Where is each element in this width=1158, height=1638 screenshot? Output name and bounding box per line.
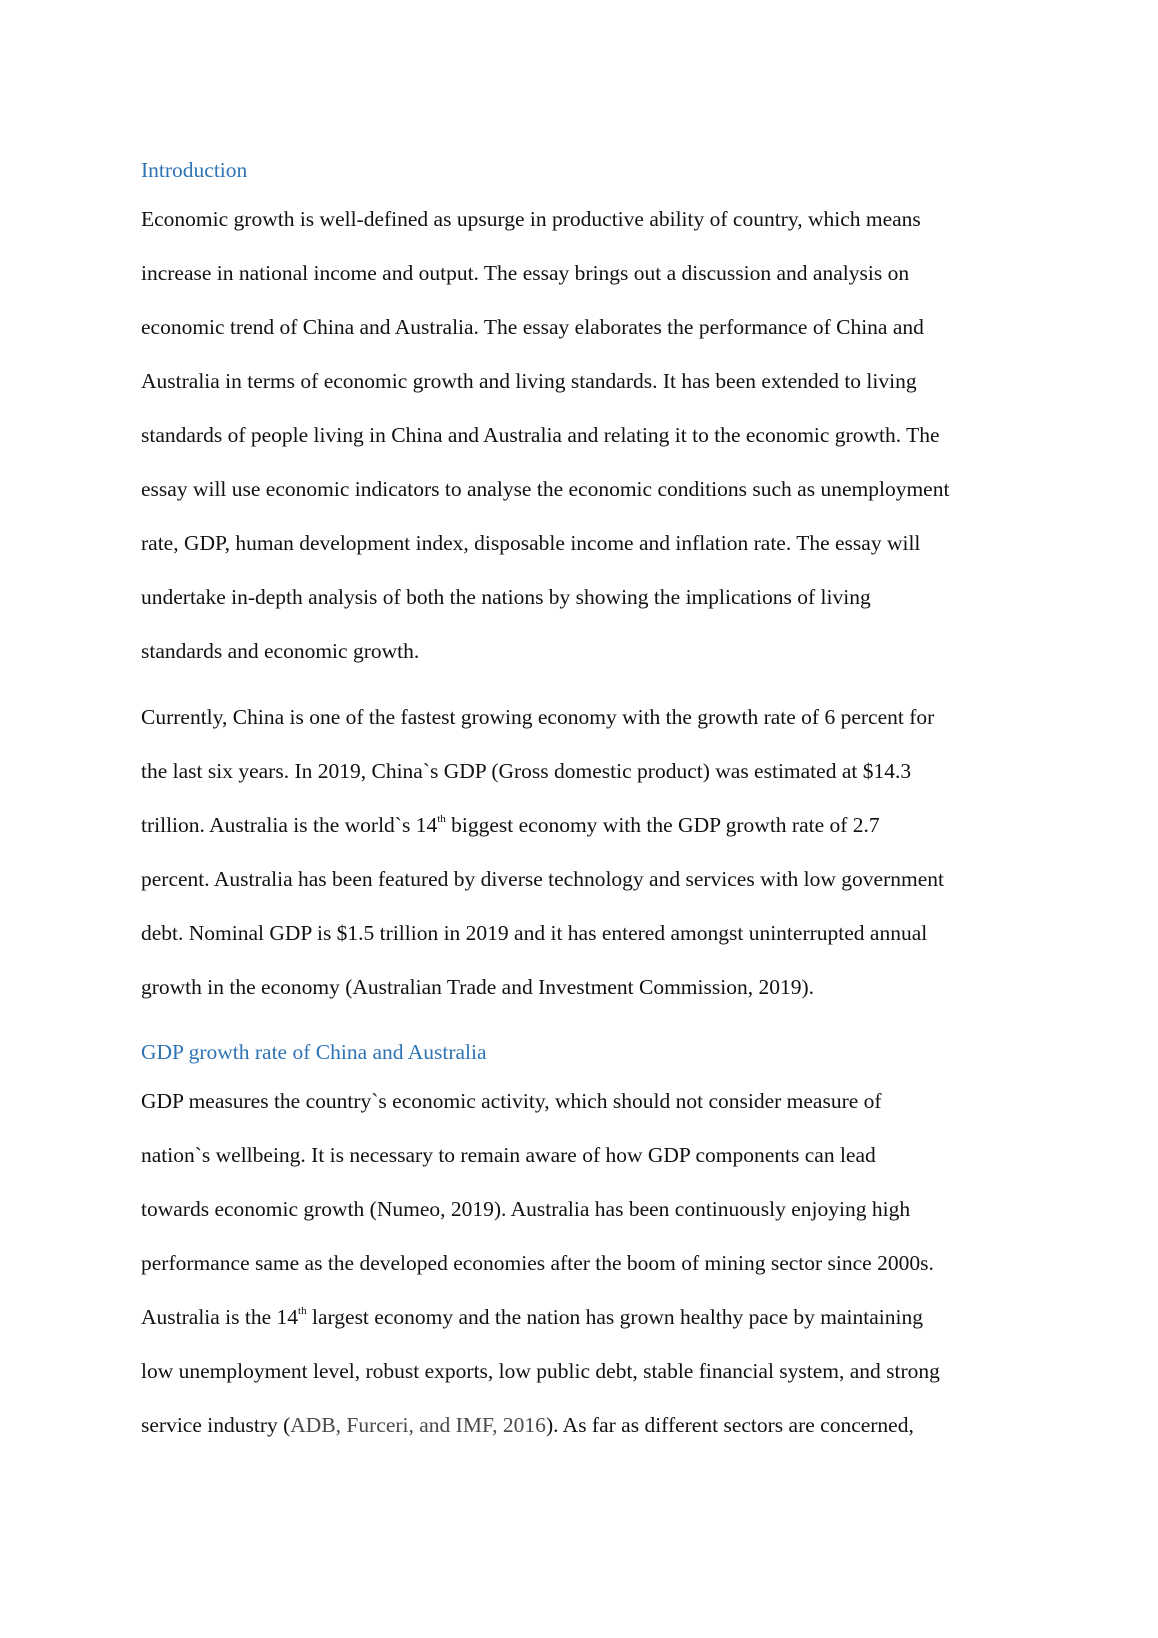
ordinal-superscript: th xyxy=(437,812,446,825)
text-line xyxy=(141,798,1041,852)
text-line: GDP measures the country`s economic activity, which should not consider measure of xyxy=(141,1089,882,1113)
text-line: standards of people living in China and Australia and relating it to the economic growth. The xyxy=(141,423,940,447)
text-line: performance same as the developed economies after the boom of mining sector since 2000s. xyxy=(141,1251,934,1275)
text-line: nation`s wellbeing. It is necessary to remain aware of how GDP components can lead xyxy=(141,1143,876,1167)
text-line: percent. Australia has been featured by diverse technology and services with low government xyxy=(141,867,944,891)
citation: ADB, Furceri, and IMF, 2016 xyxy=(290,1413,546,1437)
text-line: Australia in terms of economic growth and living standards. It has been extended to living xyxy=(141,369,917,393)
text-run: biggest economy with the GDP growth rate of 2.7 xyxy=(445,813,880,837)
intro-paragraph-2 xyxy=(141,690,1041,1014)
gdp-paragraph xyxy=(141,1074,1041,1452)
text-run: Australia is the 14 xyxy=(141,1305,299,1329)
document-body xyxy=(141,155,1041,1452)
section-heading-gdp-growth: GDP growth rate of China and Australia xyxy=(141,1040,487,1064)
text-line: increase in national income and output. The essay brings out a discussion and analysis on xyxy=(141,261,910,285)
text-run: service industry ( xyxy=(141,1413,291,1437)
text-line: rate, GDP, human development index, disposable income and inflation rate. The essay will xyxy=(141,531,921,555)
text-line: debt. Nominal GDP is $1.5 trillion in 2019 and it has entered amongst uninterrupted annual xyxy=(141,921,928,945)
intro-paragraph-1 xyxy=(141,192,1041,678)
text-line xyxy=(141,1398,1041,1452)
text-line: towards economic growth (Numeo, 2019). Australia has been continuously enjoying high xyxy=(141,1197,911,1221)
ordinal-superscript: th xyxy=(298,1304,307,1317)
text-line: the last six years. In 2019, China`s GDP (Gross domestic product) was estimated at $14.3 xyxy=(141,759,912,783)
text-line: Economic growth is well-defined as upsurge in productive ability of country, which means xyxy=(141,207,921,231)
text-run: trillion. Australia is the world`s 14 xyxy=(141,813,438,837)
text-run: ). As far as different sectors are concerned, xyxy=(545,1413,914,1437)
text-run: largest economy and the nation has grown healthy pace by maintaining xyxy=(306,1305,923,1329)
text-line: economic trend of China and Australia. The essay elaborates the performance of China and xyxy=(141,315,924,339)
text-line: undertake in-depth analysis of both the nations by showing the implications of living xyxy=(141,585,871,609)
text-line: low unemployment level, robust exports, low public debt, stable financial system, and strong xyxy=(141,1359,940,1383)
text-line: essay will use economic indicators to analyse the economic conditions such as unemployment xyxy=(141,477,950,501)
text-line: standards and economic growth. xyxy=(141,639,420,663)
text-line: growth in the economy (Australian Trade and Investment Commission, 2019). xyxy=(141,975,814,999)
text-line: Currently, China is one of the fastest growing economy with the growth rate of 6 percent for xyxy=(141,705,935,729)
text-line xyxy=(141,1290,1041,1344)
section-heading-introduction: Introduction xyxy=(141,158,248,182)
